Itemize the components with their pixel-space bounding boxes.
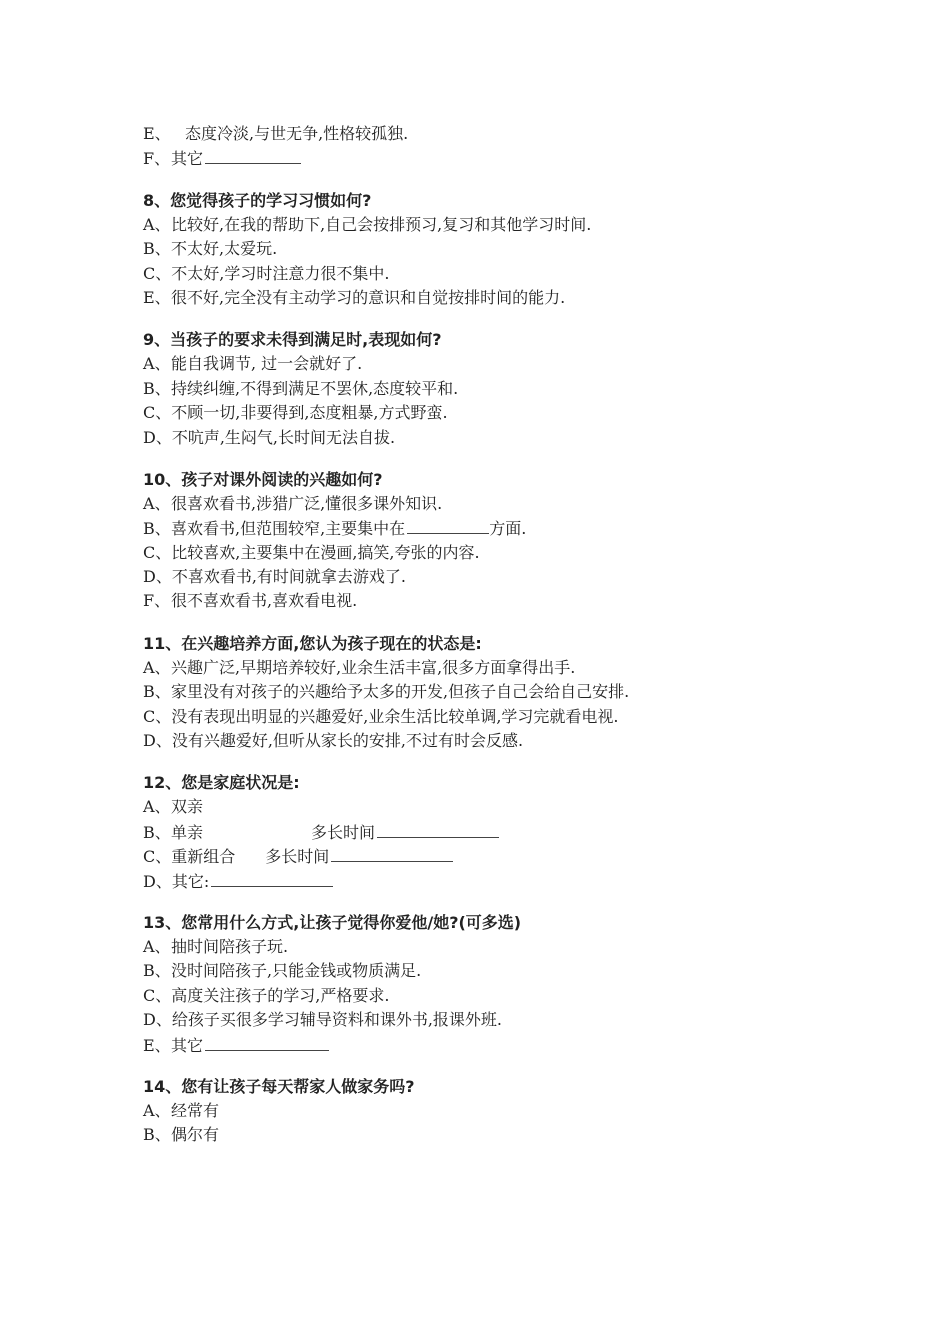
- option-label: F、: [143, 591, 171, 611]
- option-line: [143, 935, 903, 959]
- option-text: 不吭声,生闷气,长时间无法自拔.: [171, 427, 396, 447]
- answer-blank[interactable]: [205, 1033, 329, 1051]
- option-label: C、: [143, 847, 172, 867]
- option-line: [143, 426, 903, 450]
- question-title: 8、您觉得孩子的学习习惯如何?: [143, 190, 372, 210]
- option-line: [143, 844, 903, 868]
- question-title: 11、在兴趣培养方面,您认为孩子现在的状态是:: [143, 633, 482, 653]
- option-line: [143, 729, 903, 753]
- answer-blank[interactable]: [205, 146, 301, 164]
- answer-blank[interactable]: [211, 869, 333, 887]
- option-text: 不太好,太爱玩.: [171, 239, 278, 259]
- option-label: A、: [143, 1100, 171, 1120]
- question-title: 9、当孩子的要求未得到满足时,表现如何?: [143, 330, 442, 350]
- option-line: [143, 1008, 903, 1032]
- option-label: A、: [143, 214, 171, 234]
- option-line: [143, 589, 903, 613]
- option-label: B、: [143, 682, 171, 702]
- option-label: D、: [143, 731, 172, 751]
- option-label: E、: [143, 124, 171, 143]
- option-label: B、: [143, 961, 171, 981]
- option-line: [143, 286, 903, 310]
- option-line: [143, 959, 903, 983]
- option-text: 抽时间陪孩子玩.: [171, 936, 289, 956]
- option-extra: 多长时间: [265, 847, 330, 867]
- option-text: 重新组合: [171, 847, 236, 867]
- option-line: [143, 1033, 903, 1057]
- option-text: 没有兴趣爱好,但听从家长的安排,不过有时会反感.: [171, 731, 524, 751]
- option-text: 给孩子买很多学习辅导资料和课外书,报课外班.: [171, 1010, 503, 1030]
- option-text: 双亲: [171, 797, 204, 817]
- option-line: [143, 1099, 903, 1123]
- option-label: D、: [143, 1010, 172, 1030]
- option-text: 偶尔有: [171, 1125, 220, 1145]
- option-line: [143, 680, 903, 704]
- option-line: [143, 516, 903, 540]
- option-line: [143, 377, 903, 401]
- option-label: F、: [143, 149, 171, 169]
- option-text: 其它:: [171, 871, 210, 891]
- question-title: 12、您是家庭状况是:: [143, 773, 300, 793]
- option-text: 单亲: [171, 822, 204, 842]
- answer-blank[interactable]: [407, 516, 489, 534]
- question-title: 10、孩子对课外阅读的兴趣如何?: [143, 469, 383, 489]
- option-label: A、: [143, 493, 171, 513]
- option-label: E、: [143, 1035, 171, 1055]
- question-title: 14、您有让孩子每天帮家人做家务吗?: [143, 1076, 415, 1096]
- option-line: [143, 213, 903, 237]
- option-text: 很不喜欢看书,喜欢看电视.: [171, 591, 358, 611]
- option-extra: 多长时间: [311, 822, 376, 842]
- option-label: A、: [143, 936, 171, 956]
- option-line: [143, 122, 903, 146]
- option-text: 经常有: [171, 1100, 220, 1120]
- option-label: C、: [143, 542, 172, 562]
- option-label: D、: [143, 567, 172, 587]
- option-label: C、: [143, 403, 172, 423]
- option-line: [143, 541, 903, 565]
- option-line: [143, 492, 903, 516]
- option-text: 比较好,在我的帮助下,自己会按排预习,复习和其他学习时间.: [171, 214, 592, 234]
- option-text: 家里没有对孩子的兴趣给予太多的开发,但孩子自己会给自己安排.: [171, 682, 630, 702]
- option-text: 其它: [171, 1035, 204, 1055]
- option-text: 兴趣广泛,早期培养较好,业余生活丰富,很多方面拿得出手.: [171, 657, 576, 677]
- option-line: [143, 1123, 903, 1147]
- survey-page: [143, 122, 903, 1148]
- option-label: A、: [143, 354, 171, 374]
- option-text: 比较喜欢,主要集中在漫画,搞笑,夸张的内容.: [171, 542, 480, 562]
- option-label: D、: [143, 427, 172, 447]
- option-line: [143, 820, 903, 844]
- option-line: [143, 352, 903, 376]
- option-text: 没有表现出明显的兴趣爱好,业余生活比较单调,学习完就看电视.: [171, 706, 619, 726]
- option-text: 不喜欢看书,有时间就拿去游戏了.: [171, 567, 407, 587]
- option-label: C、: [143, 706, 172, 726]
- option-text: 很不好,完全没有主动学习的意识和自觉按排时间的能力.: [171, 287, 566, 307]
- option-text: 很喜欢看书,涉猎广泛,懂很多课外知识.: [171, 493, 443, 513]
- option-text: 不太好,学习时注意力很不集中.: [171, 263, 390, 283]
- answer-blank[interactable]: [331, 844, 453, 862]
- option-text: 不顾一切,非要得到,态度粗暴,方式野蛮.: [171, 403, 448, 423]
- option-label: B、: [143, 239, 171, 259]
- option-line: [143, 262, 903, 286]
- option-line: [143, 401, 903, 425]
- option-line: [143, 565, 903, 589]
- option-label: B、: [143, 378, 171, 398]
- option-text: 其它: [171, 149, 204, 169]
- option-label: E、: [143, 287, 171, 307]
- option-text: 没时间陪孩子,只能金钱或物质满足.: [171, 961, 422, 981]
- option-line: [143, 237, 903, 261]
- option-text: 能自我调节, 过一会就好了.: [171, 354, 363, 374]
- option-label: B、: [143, 822, 171, 842]
- option-label: B、: [143, 1125, 171, 1145]
- option-line: [143, 869, 903, 893]
- option-label: C、: [143, 263, 172, 283]
- option-text: 喜欢看书,但范围较窄,主要集中在: [171, 519, 406, 539]
- option-line: [143, 705, 903, 729]
- option-label: A、: [143, 657, 171, 677]
- option-text: 态度冷淡,与世无争,性格较孤独.: [185, 124, 409, 143]
- option-label: C、: [143, 985, 172, 1005]
- answer-blank[interactable]: [377, 820, 499, 838]
- option-line: [143, 146, 903, 170]
- option-line: [143, 795, 903, 819]
- question-title: 13、您常用什么方式,让孩子觉得你爱他/她?(可多选): [143, 912, 522, 932]
- option-label: A、: [143, 797, 171, 817]
- option-label: B、: [143, 519, 171, 539]
- option-line: [143, 984, 903, 1008]
- option-suffix: 方面.: [489, 519, 527, 539]
- option-text: 持续纠缠,不得到满足不罢休,态度较平和.: [171, 378, 459, 398]
- option-text: 高度关注孩子的学习,严格要求.: [171, 985, 390, 1005]
- option-label: D、: [143, 871, 172, 891]
- option-line: [143, 656, 903, 680]
